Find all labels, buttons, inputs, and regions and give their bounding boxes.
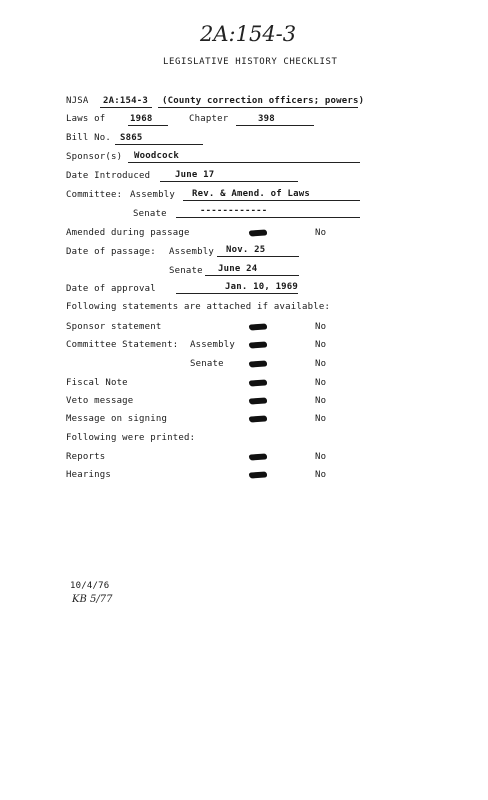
- page-title: LEGISLATIVE HISTORY CHECKLIST: [163, 57, 338, 67]
- laws-underline: [128, 125, 168, 126]
- footer-date: 10/4/76: [70, 581, 110, 591]
- approval-value: Jan. 10, 1969: [225, 282, 299, 292]
- committee-statement-label: Committee Statement:: [66, 340, 179, 350]
- following-printed-heading: Following were printed:: [66, 433, 196, 443]
- laws-value: 1968: [130, 114, 153, 124]
- approval-underline: [176, 293, 298, 294]
- hearings-label: Hearings: [66, 470, 111, 480]
- message-on-signing-no: No: [315, 414, 327, 424]
- veto-message-label: Veto message: [66, 396, 134, 406]
- amended-yes-mark: [249, 229, 267, 236]
- passage-assembly-underline: [217, 256, 299, 257]
- passage-assembly-value: Nov. 25: [226, 245, 266, 255]
- bill-label: Bill No.: [66, 133, 111, 143]
- committee-statement-assembly-yes-mark: [249, 341, 267, 348]
- fiscal-note-no: No: [315, 378, 327, 388]
- passage-senate-value: June 24: [218, 264, 258, 274]
- njsa-subject: (County correction officers; powers): [162, 96, 365, 106]
- passage-assembly-label: Assembly: [169, 247, 214, 257]
- reports-label: Reports: [66, 452, 106, 462]
- passage-senate-label: Senate: [169, 266, 203, 276]
- veto-message-yes-mark: [249, 397, 267, 404]
- committee-statement-senate-no: No: [315, 359, 327, 369]
- committee-statement-assembly-label: Assembly: [190, 340, 235, 350]
- date-introduced-label: Date Introduced: [66, 171, 151, 181]
- sponsor-statement-yes-mark: [249, 323, 267, 330]
- njsa-label: NJSA: [66, 96, 89, 106]
- bill-value: S865: [120, 133, 143, 143]
- sponsor-underline: [128, 162, 360, 163]
- laws-label: Laws of: [66, 114, 106, 124]
- message-on-signing-label: Message on signing: [66, 414, 168, 424]
- message-on-signing-yes-mark: [249, 415, 267, 422]
- chapter-value: 398: [258, 114, 275, 124]
- committee-senate-label: Senate: [133, 209, 167, 219]
- date-introduced-value: June 17: [175, 170, 215, 180]
- committee-senate-underline: [176, 217, 360, 218]
- sponsor-statement-label: Sponsor statement: [66, 322, 162, 332]
- committee-senate-value: ------------: [200, 206, 268, 216]
- amended-no: No: [315, 228, 327, 238]
- reports-no: No: [315, 452, 327, 462]
- amended-label: Amended during passage: [66, 228, 190, 238]
- passage-senate-underline: [205, 275, 299, 276]
- committee-assembly-underline: [183, 200, 360, 201]
- sponsor-label: Sponsor(s): [66, 152, 123, 162]
- footer-initials-handwritten: KB 5/77: [72, 594, 113, 605]
- bill-underline: [115, 144, 203, 145]
- hearings-no: No: [315, 470, 327, 480]
- committee-statement-assembly-no: No: [315, 340, 327, 350]
- fiscal-note-label: Fiscal Note: [66, 378, 128, 388]
- committee-statement-senate-label: Senate: [190, 359, 224, 369]
- committee-assembly-value: Rev. & Amend. of Laws: [192, 189, 310, 199]
- committee-label: Committee:: [66, 190, 123, 200]
- sponsor-value: Woodcock: [134, 151, 179, 161]
- approval-label: Date of approval: [66, 284, 156, 294]
- committee-assembly-label: Assembly: [130, 190, 175, 200]
- sponsor-statement-no: No: [315, 322, 327, 332]
- njsa-value-underline: [100, 107, 152, 108]
- chapter-label: Chapter: [189, 114, 229, 124]
- following-attached-heading: Following statements are attached if available:: [66, 302, 331, 312]
- reports-yes-mark: [249, 453, 267, 460]
- hearings-yes-mark: [249, 471, 267, 478]
- njsa-value: 2A:154-3: [103, 96, 148, 106]
- fiscal-note-yes-mark: [249, 379, 267, 386]
- njsa-subject-underline: [158, 107, 358, 108]
- date-introduced-underline: [160, 181, 298, 182]
- chapter-underline: [236, 125, 314, 126]
- veto-message-no: No: [315, 396, 327, 406]
- committee-statement-senate-yes-mark: [249, 360, 267, 367]
- passage-label: Date of passage:: [66, 247, 156, 257]
- handwritten-file-number: 2A:154-3: [200, 22, 297, 46]
